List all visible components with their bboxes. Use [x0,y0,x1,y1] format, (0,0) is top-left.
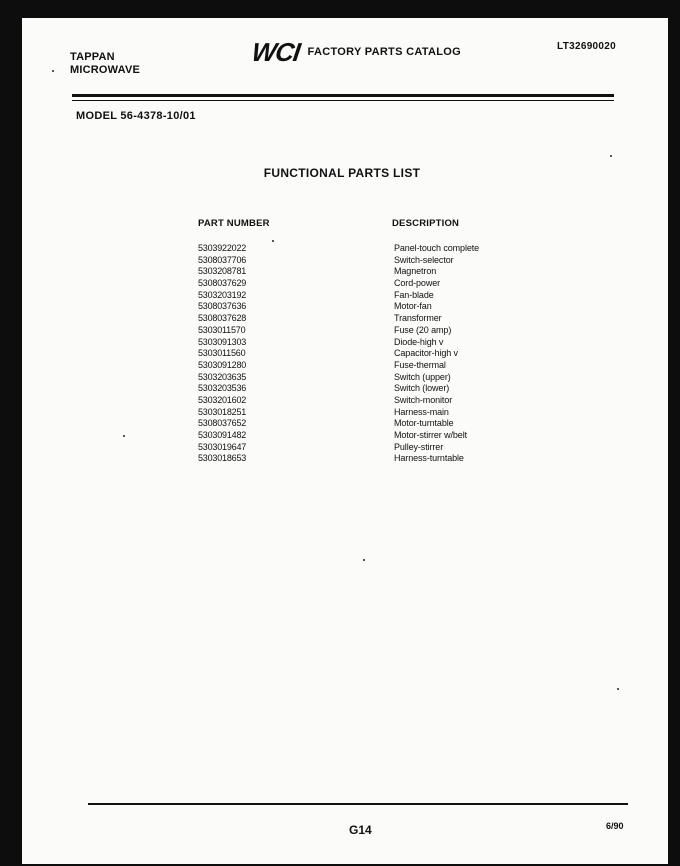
table-row [198,313,518,325]
description-cell: Cord-power [394,278,441,289]
description-cell: Switch-selector [394,254,454,265]
table-row [198,442,518,454]
catalog-title: FACTORY PARTS CATALOG [307,46,461,58]
description-cell: Fuse (20 amp) [394,324,452,335]
list-title: FUNCTIONAL PARTS LIST [263,166,421,180]
description-cell: Switch (lower) [394,383,450,394]
description-cell: Fuse-thermal [394,359,446,370]
part-number-cell: 5308037628 [198,313,247,324]
scan-speck [272,240,274,242]
table-row [198,266,518,278]
table-row [198,301,518,313]
description-cell: Switch-monitor [394,394,453,405]
part-number-cell: 5303203536 [198,383,247,394]
parts-table [198,243,518,465]
header-divider-thin [72,100,614,101]
table-row [198,453,518,465]
description-cell: Capacitor-high v [394,348,458,359]
scan-speck [363,559,365,561]
description-cell: Harness-main [394,406,449,417]
table-row [198,278,518,290]
table-row [198,290,518,302]
table-row [198,325,518,337]
table-row [198,430,518,442]
brand-name [70,51,140,77]
part-number-cell: 5303018251 [198,406,247,417]
part-number-cell: 5303203635 [198,371,247,382]
header-divider-thick [72,94,614,97]
scan-speck [610,155,612,157]
description-cell: Motor-stirrer w/belt [394,430,468,440]
table-row [198,255,518,267]
catalog-header [249,37,461,67]
page-number: G14 [349,823,372,837]
footer-divider [88,803,628,805]
part-number-cell: 5308037706 [198,254,247,265]
description-cell: Diode-high v [394,336,444,347]
part-number-cell: 5308037636 [198,301,247,312]
part-number-cell: 5303011570 [198,324,246,335]
description-header: DESCRIPTION [392,218,460,229]
brand-line-1: TAPPAN [70,51,115,63]
description-cell: Panel-touch complete [394,243,480,253]
part-number-cell: 5303201602 [198,394,247,405]
description-cell: Motor-turntable [394,418,454,429]
table-row [198,407,518,419]
model-number: MODEL 56-4378-10/01 [76,110,196,122]
part-number-cell: 5303011560 [198,348,246,359]
description-cell: Transformer [394,313,442,324]
description-cell: Harness-turntable [394,453,464,464]
description-cell: Magnetron [394,266,437,277]
table-row [198,337,518,349]
description-cell: Switch (upper) [394,371,451,382]
scan-speck [123,435,125,437]
table-row [198,418,518,430]
description-cell: Fan-blade [394,289,434,300]
table-row [198,383,518,395]
part-number-cell: 5303091303 [198,336,247,347]
part-number-cell: 5308037652 [198,418,247,429]
part-number-cell: 5303203192 [198,289,247,300]
print-date: 6/90 [606,821,624,831]
description-cell: Pulley-stirrer [394,441,444,452]
catalog-page [22,18,668,864]
part-number-cell: 5308037629 [198,278,247,289]
part-number-cell: 5303091482 [198,430,247,440]
scan-speck [52,70,54,72]
part-number-cell: 5303018653 [198,453,247,464]
description-cell: Motor-fan [394,301,432,312]
table-row [198,360,518,372]
table-row [198,372,518,384]
catalog-number: LT32690020 [557,41,616,52]
table-row [198,395,518,407]
part-number-cell: 5303091280 [198,359,247,370]
scan-speck [617,688,619,690]
table-row [198,348,518,360]
part-number-cell: 5303208781 [198,266,247,277]
part-number-cell: 5303019647 [198,441,247,452]
part-number-header: PART NUMBER [198,218,270,229]
wci-logo: WCI [249,37,302,67]
brand-line-2: MICROWAVE [70,64,141,76]
table-row [198,243,518,255]
part-number-cell: 5303922022 [198,243,247,253]
